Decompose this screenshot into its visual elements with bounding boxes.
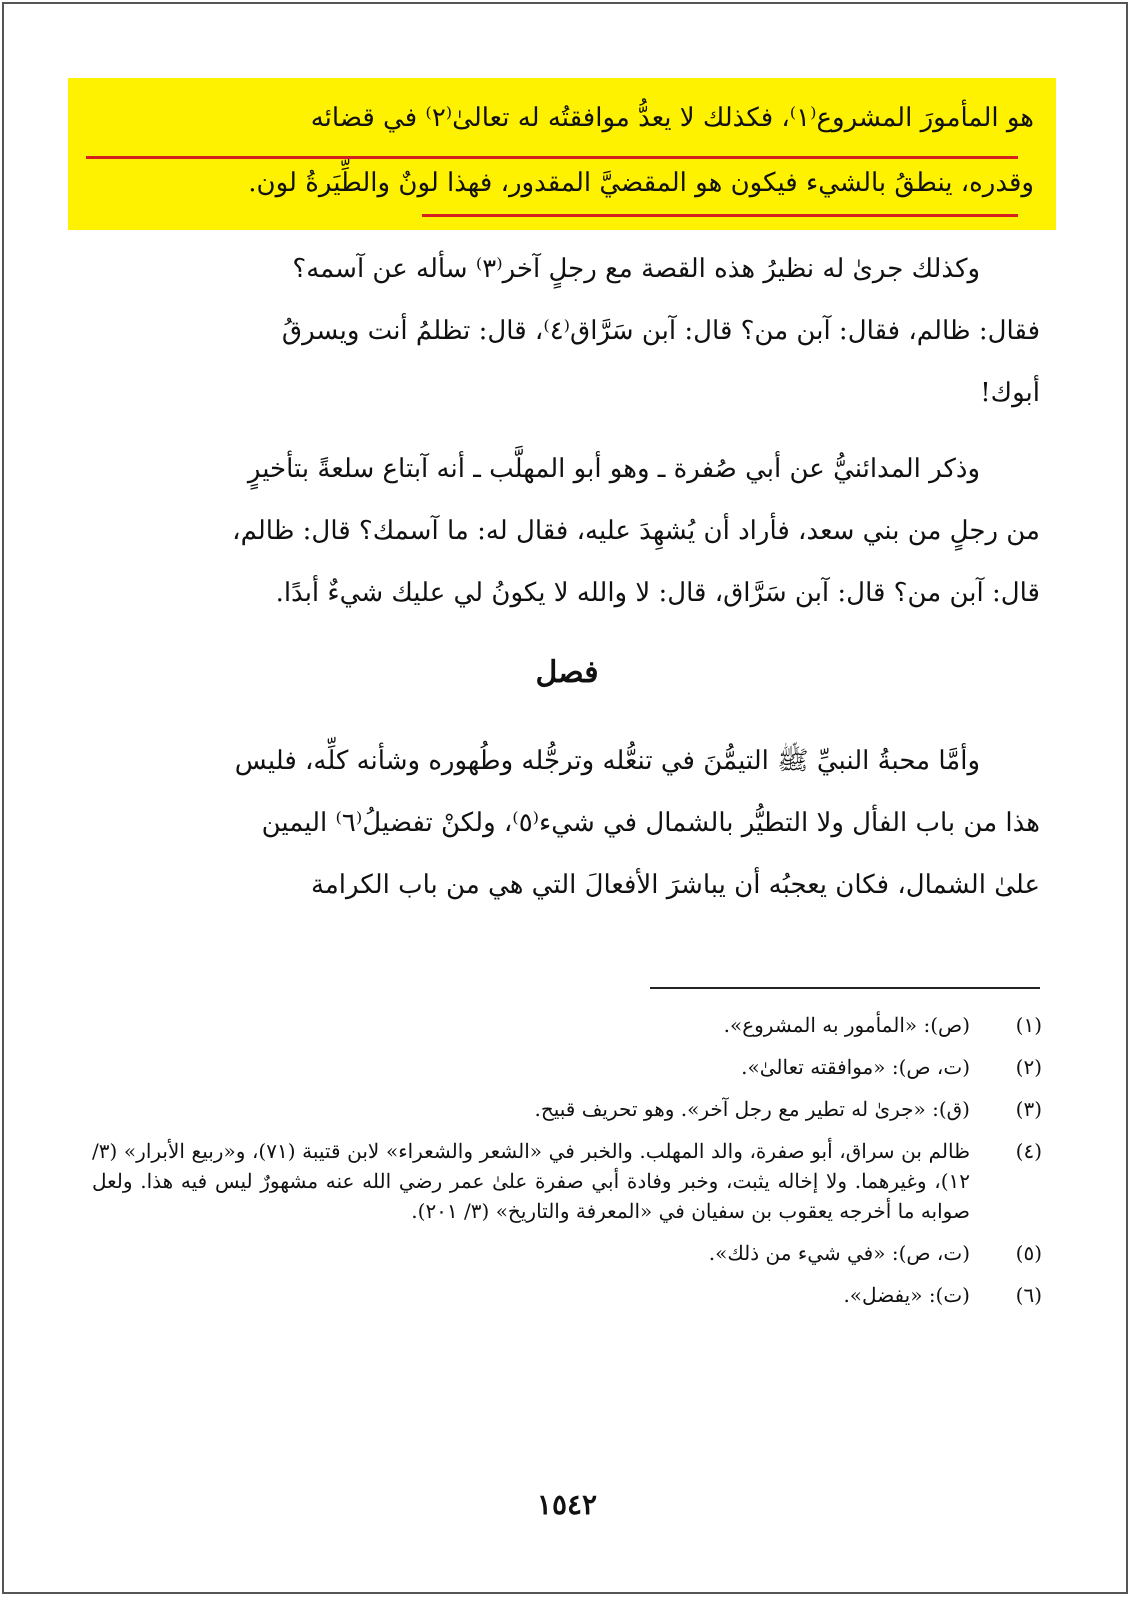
highlight-line-2: وقدره، ينطقُ بالشيء فيكون هو المقضيَّ المقدور، فهذا لونٌ والطِّيَرةُ لون.: [248, 168, 1034, 198]
footnote-number: (٢): [1015, 1055, 1042, 1079]
footnote-text: (ت، ص): «في شيء من ذلك».: [708, 1241, 970, 1265]
paragraph-2: [92, 438, 1040, 624]
paragraph-line: أبوك!: [980, 378, 1040, 408]
page-number: ١٥٤٢: [536, 1488, 598, 1521]
red-underline-2: [422, 214, 1018, 217]
paragraph-line: فقال: ظالم، فقال: آبن من؟ قال: آبن سَرَّاق⁽٤⁾، قال: تظلمُ أنت ويسرقُ: [281, 316, 1040, 346]
footnote-separator: [650, 987, 1040, 989]
footnote: [92, 1094, 1042, 1124]
footnote-number: (٣): [1015, 1097, 1042, 1121]
footnote-text: (ص): «المأمور به المشروع».: [723, 1013, 970, 1037]
red-underline-1: [86, 156, 1018, 159]
footnote-number: (٦): [1015, 1283, 1042, 1307]
paragraph-1: [92, 238, 1040, 424]
footnote-number: (٥): [1015, 1241, 1042, 1265]
highlighted-passage: [68, 78, 1056, 230]
footnote: [92, 1238, 1042, 1268]
footnote-text: (ق): «جرىٰ له تطير مع رجل آخر». وهو تحريف قبيح.: [534, 1097, 970, 1121]
section-heading: فصل: [535, 655, 599, 690]
footnote-number: (٤): [1015, 1139, 1042, 1163]
footnotes: [92, 1010, 1042, 1322]
footnote: [92, 1280, 1042, 1310]
footnote: [92, 1136, 1042, 1226]
footnote-text: ظالم بن سراق، أبو صفرة، والد المهلب. والخبر في «الشعر والشعراء» لابن قتيبة (٧١)، و«ربيع الأبرار» (٣/ ١٢)، وغيرهما. ولا إخاله يثبت، وخبر وفادة أبي صفرة علىٰ عمر رضي الله عنه مشهورٌ ليس فيه هذا. ولعل صوابه ما أخرجه يعقوب بن سفيان في «المعرفة والتاريخ» (٣/ ٢٠١).: [92, 1139, 971, 1223]
paragraph-line: علىٰ الشمال، فكان يعجبُه أن يباشرَ الأفعالَ التي هي من باب الكرامة: [310, 870, 1040, 900]
footnote: [92, 1010, 1042, 1040]
footnote-text: (ت، ص): «موافقته تعالىٰ».: [741, 1055, 970, 1079]
paragraph-3: [92, 730, 1040, 916]
footnote: [92, 1052, 1042, 1082]
paragraph-line: وكذلك جرىٰ له نظيرُ هذه القصة مع رجلٍ آخر⁽٣⁾ سأله عن آسمه؟: [292, 254, 980, 284]
paragraph-line: وذكر المدائنيُّ عن أبي صُفرة ـ وهو أبو المهلَّب ـ أنه آبتاع سلعةً بتأخيرٍ: [247, 454, 980, 484]
footnote-text: (ت): «يفضل».: [843, 1283, 970, 1307]
paragraph-line: هذا من باب الفأل ولا التطيُّر بالشمال في شيء⁽٥⁾، ولكنْ تفضيلُ⁽٦⁾ اليمين: [261, 808, 1040, 838]
paragraph-line: من رجلٍ من بني سعد، فأراد أن يُشهِدَ عليه، فقال له: ما آسمك؟ قال: ظالم،: [232, 516, 1040, 546]
highlight-line-1: هو المأمورَ المشروع⁽١⁾، فكذلك لا يعدُّ موافقتُه له تعالىٰ⁽٢⁾ في قضائه: [310, 103, 1034, 133]
footnote-number: (١): [1015, 1013, 1042, 1037]
paragraph-line: وأمَّا محبةُ النبيِّ ﷺ التيمُّنَ في تنعُّله وترجُّله وطُهوره وشأنه كلِّه، فليس: [234, 746, 980, 776]
paragraph-line: قال: آبن من؟ قال: آبن سَرَّاق، قال: لا والله لا يكونُ لي عليك شيءٌ أبدًا.: [275, 578, 1040, 608]
